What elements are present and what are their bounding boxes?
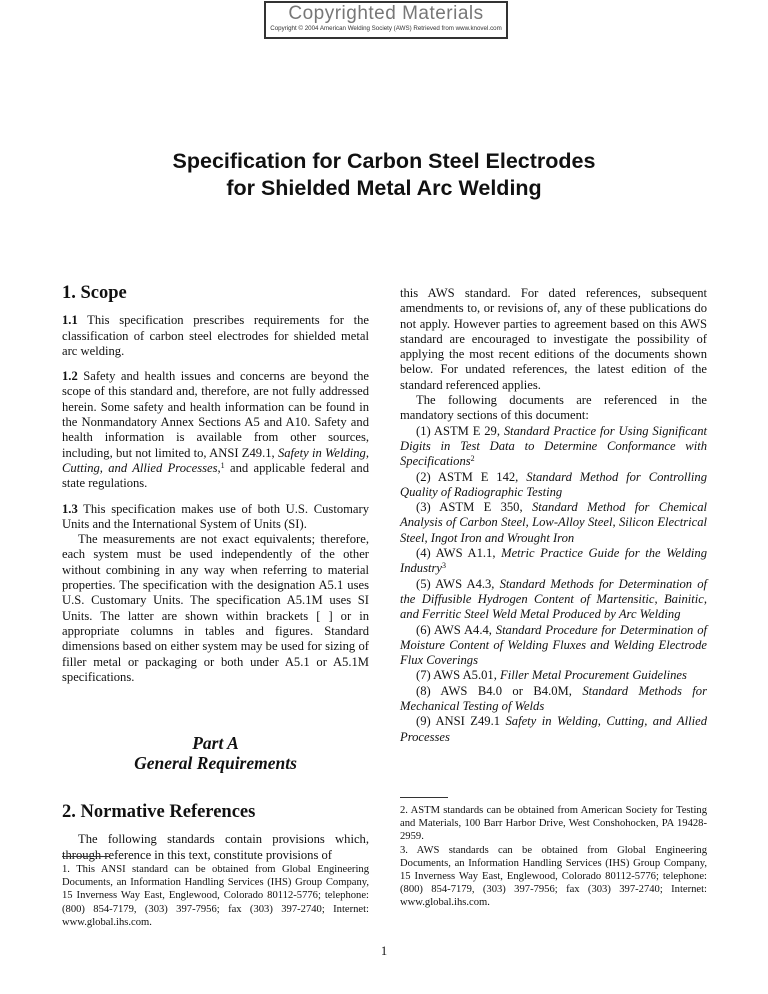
reference-id: (9) ANSI Z49.1 — [416, 714, 506, 729]
reference-title: Metric Practice Guide for the Welding Industry — [400, 546, 708, 576]
part-label: Part A — [192, 733, 239, 754]
reference-title: Standard Methods for Mechanical Testing of Welds — [400, 683, 707, 714]
reference-item — [400, 424, 707, 470]
reference-item — [400, 684, 707, 715]
paragraph-text: This specification prescribes requirements for the classification of carbon steel electrodes for shielded metal arc welding. — [62, 313, 369, 358]
reference-item — [400, 577, 707, 623]
reference-title: Safety in Welding, Cutting, and Allied Processes — [400, 714, 707, 744]
reference-title: Filler Metal Procurement Guidelines — [500, 668, 687, 683]
paragraph-text: Safety and health issues and concerns are beyond the scope of this standard and, therefore, are not fully addressed herein. Some safety and health information can be found in the Nonmandatory Annex Sections A5 and A10. Safety and health information is available from other sources, including, but not limited to, ANSI Z49.1, — [62, 369, 369, 460]
reference-item — [400, 668, 707, 683]
documents-intro: The following documents are referenced in the mandatory sections of this document: — [400, 393, 707, 423]
footnote-3: 3. AWS standards can be obtained from Global Engineering Documents, an Information Handling Services (IHS) Group Company, 15 Inverness Way East, Englewood, Colorado 80112-5776; telephone: (800) 854-7179, (303) 397-7956; fax (303) 397-2740; Internet: www.global.ihs.com. — [400, 844, 707, 909]
footnote-marker: 3 — [441, 561, 446, 571]
normative-paragraph: The following standards contain provisions which, through reference in this text, constitute provisions of — [62, 832, 369, 862]
left-footnotes — [62, 856, 369, 929]
footnote-1: 1. This ANSI standard can be obtained from Global Engineering Documents, an Information Handling Services (IHS) Group Company, 15 Inverness Way East, Englewood, Colorado 80112-5776; telephone: (800) 854-7179, (303) 397-7956; fax (303) 397-2740; Internet: www.global.ihs.com. — [62, 864, 369, 928]
reference-id: (1) ASTM E 29, — [416, 423, 504, 438]
reference-id: (2) ASTM E 142, — [416, 469, 527, 484]
title-line-2: for Shielded Metal Arc Welding — [226, 176, 542, 200]
reference-title: Standard Procedure for Determination of Moisture Content of Welding Fluxes and Welding Electrode Flux Coverings — [400, 622, 707, 668]
reference-item — [400, 500, 707, 546]
copyright-banner — [264, 1, 508, 39]
section-number: 1.3 — [62, 501, 78, 516]
reference-item — [400, 714, 707, 745]
section-number: 1.2 — [62, 369, 78, 384]
reference-id: (6) AWS A4.4, — [416, 622, 496, 637]
reference-list — [400, 424, 707, 745]
copyright-title: Copyrighted Materials — [288, 3, 484, 24]
paragraph-1-3 — [62, 502, 369, 533]
reference-id: (4) AWS A1.1, — [416, 546, 502, 561]
reference-item — [400, 546, 707, 577]
paragraph-text: This specification makes use of both U.S. Customary Units and the International System of Units (SI). — [62, 501, 369, 531]
reference-id: (3) ASTM E 350, — [416, 500, 532, 515]
part-a-heading — [62, 733, 369, 773]
reference-title: Standard Practice for Using Significant Digits in Test Data to Determine Conformance with Specifications — [400, 423, 707, 469]
reference-title: Safety in Welding, Cutting, and Allied Processes — [62, 445, 370, 475]
copyright-notice: Copyright © 2004 American Welding Society (AWS) Retrieved from www.knovel.com — [270, 25, 502, 32]
paragraph-text: and applicable federal and state regulations. — [62, 460, 369, 491]
footnote-divider — [400, 797, 448, 798]
reference-id: (5) AWS A4.3, — [416, 576, 500, 591]
right-column — [400, 286, 707, 745]
footnote-divider — [62, 856, 110, 857]
footnote-marker: 1 — [220, 460, 225, 470]
left-column — [62, 283, 370, 863]
scope-heading: 1. Scope — [62, 283, 127, 303]
section-number: 1.1 — [62, 313, 78, 328]
normative-paragraph-continued: this AWS standard. For dated references, subsequent amendments to, or revisions of, any of these publications do not apply. However parties to agreement based on this AWS standard are encouraged to investigate the possibility of applying the most recent editions of the documents shown below. For undated references, the latest edition of the standard referenced applies. — [400, 286, 707, 392]
paragraph-1-1 — [62, 313, 369, 359]
footnote-2: 2. ASTM standards can be obtained from American Society for Testing and Materials, 100 Barr Harbor Drive, West Conshohocken, PA 19428-2959. — [400, 805, 707, 843]
reference-title: Standard Method for Chemical Analysis of Carbon Steel, Low-Alloy Steel, Silicon Electrical Steel, Ingot Iron and Wrought Iron — [400, 500, 707, 545]
part-title: General Requirements — [134, 753, 297, 774]
reference-title: Standard Method for Controlling Quality of Radiographic Testing — [400, 469, 708, 499]
reference-title: Standard Methods for Determination of the Diffusible Hydrogen Content of Martensitic, Bainitic, and Ferritic Steel Weld Metal Produced by Arc Welding — [400, 576, 707, 622]
title-line-1: Specification for Carbon Steel Electrodes — [172, 149, 596, 173]
reference-item — [400, 623, 707, 669]
normative-heading: 2. Normative References — [62, 802, 256, 823]
paragraph-1-2: 1.2 Safety and health issues and concerns are beyond the scope of this standard and, therefore, are not fully addressed herein. Some safety and health information can be found in the Nonmandatory Annex Sections A5 and A10. Safety and health information is available from other sources, including, but not limited to, ANSI Z49.1, Safety in Welding, Cutting, and Allied Processes,$^1$ and applicable federal and state regulations. — [62, 369, 370, 491]
reference-id: (8) AWS B4.0 or B4.0M, — [416, 683, 583, 698]
right-footnotes — [400, 797, 707, 910]
reference-id: (7) AWS A5.01, — [416, 668, 500, 683]
page-number: 1 — [380, 944, 388, 958]
footnote-marker: 2 — [470, 454, 475, 464]
reference-item — [400, 470, 707, 501]
paragraph-units: The measurements are not exact equivalents; therefore, each system must be used independently of the other without combining in any way when referring to material properties. The specification with the designation A5.1 uses U.S. Customary Units. The specification A5.1M uses SI Units. The latter are shown within brackets [ ] or in appropriate columns in tables and figures. Standard dimensions based on either system may be used for sizing of filler metal or packaging or both under A5.1 or A5.1M specifications. — [62, 532, 369, 684]
document-title — [0, 148, 768, 202]
